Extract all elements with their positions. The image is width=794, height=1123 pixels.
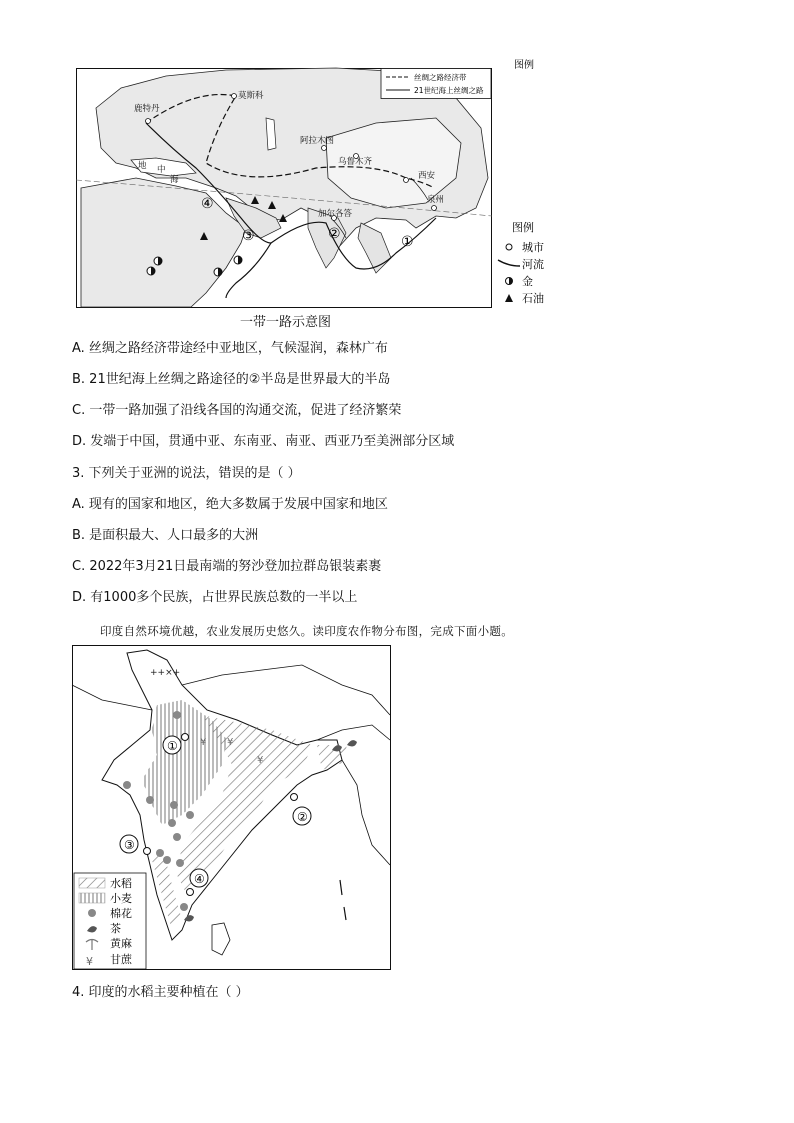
city-rotterdam: 鹿特丹 [134, 104, 160, 114]
map1-marker-4: ④ [201, 196, 214, 212]
legend-oil: 石油 [522, 292, 544, 305]
q3-stem: 3. 下列关于亚洲的说法，错误的是（ ） [72, 466, 301, 481]
legend-tea: 茶 [110, 922, 121, 935]
svg-text:¥: ¥ [86, 955, 93, 968]
sea-char-1: 地 [138, 161, 147, 171]
legend-wheat: 小麦 [110, 892, 132, 905]
q2-option-b: B. 21世纪海上丝绸之路途径的②半岛是世界最大的半岛 [72, 372, 391, 387]
legend-title-label: 图例 [512, 221, 534, 234]
svg-text:¥: ¥ [200, 737, 207, 748]
map2-marker-1: ① [167, 739, 178, 753]
legend-jute: 黄麻 [110, 937, 132, 950]
legend-maritime: 21世纪海上丝绸之路 [414, 86, 484, 95]
legend-belt: 丝绸之路经济带 [414, 73, 467, 82]
svg-text:¥: ¥ [227, 737, 234, 748]
svg-text:++×+: ++×+ [150, 668, 181, 678]
city-quanzhou: 泉州 [427, 195, 445, 205]
map2-marker-4: ④ [194, 872, 205, 886]
city-almaty: 阿拉木图 [300, 136, 335, 146]
map1-legend [496, 220, 566, 310]
sea-char-2: 中 [157, 165, 166, 175]
map1-marker-3: ③ [242, 228, 255, 244]
india-crop-map [72, 645, 392, 971]
map2-marker-3: ③ [124, 838, 135, 852]
legend-gold: 金 [522, 275, 533, 288]
map1-marker-2: ② [328, 226, 341, 242]
city-kolkata: 加尔各答 [318, 209, 353, 219]
sea-char-3: 海 [170, 175, 179, 185]
svg-text:¥: ¥ [257, 755, 264, 766]
legend-city: 城市 [522, 241, 544, 254]
legend-sugarcane: 甘蔗 [110, 953, 132, 966]
q2-option-c: C. 一带一路加强了沿线各国的沟通交流，促进了经济繁荣 [72, 403, 402, 418]
india-intro: 印度自然环境优越，农业发展历史悠久。读印度农作物分布图，完成下面小题。 [100, 624, 513, 638]
city-xian: 西安 [418, 171, 436, 181]
q3-option-b: B. 是面积最大、人口最多的大洲 [72, 528, 259, 543]
q2-option-a: A. 丝绸之路经济带途经中亚地区，气候湿润，森林广布 [72, 341, 388, 356]
legend-river: 河流 [522, 258, 544, 271]
legend-cotton: 棉花 [110, 907, 132, 920]
map2-marker-2: ② [297, 810, 308, 824]
legend-rice: 水稻 [110, 877, 132, 890]
q3-option-c: C. 2022年3月21日最南端的努沙登加拉群岛银装素裹 [72, 559, 382, 574]
map1-caption: 一带一路示意图 [240, 315, 332, 330]
map1-marker-1: ① [401, 234, 414, 250]
q3-option-a: A. 现有的国家和地区，绝大多数属于发展中国家和地区 [72, 497, 388, 512]
city-moscow: 莫斯科 [238, 91, 264, 101]
legend-title: 图例 [514, 60, 534, 71]
q3-option-d: D. 有1000多个民族，占世界民族总数的一半以上 [72, 590, 358, 605]
q2-option-d: D. 发端于中国，贯通中亚、东南亚、南亚、西亚乃至美洲部分区域 [72, 434, 455, 449]
city-urumqi: 乌鲁木齐 [338, 157, 373, 167]
q4-stem: 4. 印度的水稻主要种植在（ ） [72, 985, 249, 1000]
